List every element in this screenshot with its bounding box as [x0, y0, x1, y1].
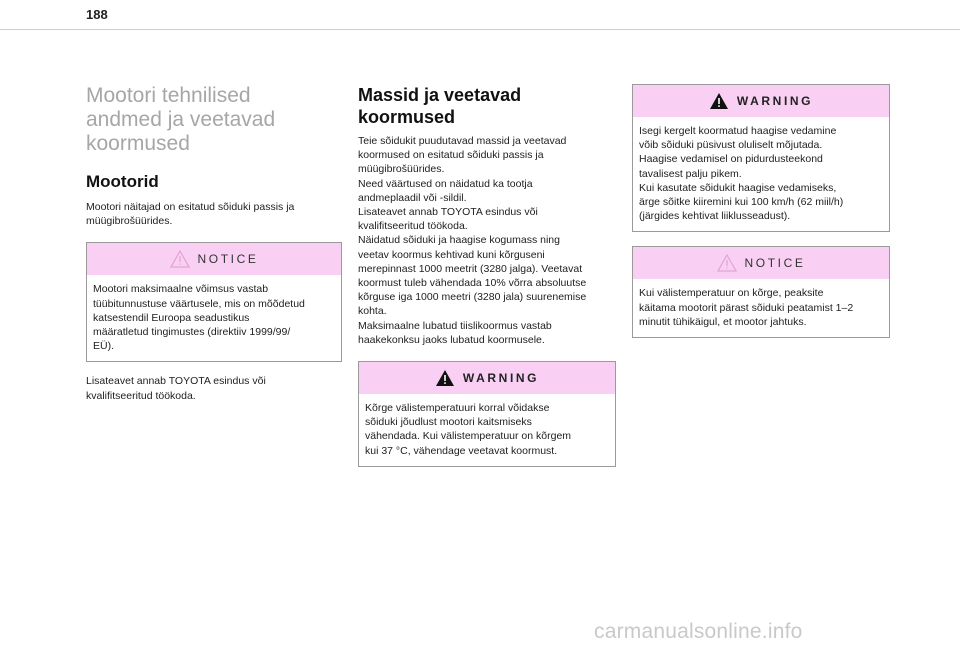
- section-title: Mootori tehnilised andmed ja veetavad koormused: [86, 84, 276, 155]
- warning-box-temperature: [358, 361, 616, 467]
- warning-header: [359, 362, 615, 394]
- notice-text: Kui välistemperatuur on kõrge, peaksite käitama mootorit pärast sõiduki peatamist 1–2 minutit tühikäigul, et mootor jahtuks.: [639, 287, 854, 328]
- masses-heading: Massid ja veetavad koormused: [358, 85, 522, 127]
- notice-triangle-icon: [717, 254, 737, 272]
- warning-triangle-icon: [709, 92, 729, 110]
- masses-body: Teie sõidukit puudutavad massid ja veetavad koormused on esitatud sõiduki passis ja müügibrošüürides. Need väärtused on näidatud ka tootja andmeplaadil või -sildil. Lisateavet annab TOYOTA esindus või kvalifitseeritud töökoda. Näidatud sõiduki ja haagise kogumass ning veetav koormus kehtivad kuni kõrguseni merepinnast 1000 meetrit (3280 jalga). Veetavat koormust tuleb vähendada 10% võrra absoluutse kõrguse iga 1000 meetri (3280 jala) suurenemise kohta. Maksimaalne lubatud tiislikoormus vastab haakekonksu jaoks lubatud koormusele.: [358, 135, 587, 346]
- warning-box-trailer: [632, 84, 890, 232]
- page-number: 188: [86, 7, 108, 22]
- notice-label: NOTICE: [744, 256, 806, 271]
- engines-heading: Mootorid: [86, 172, 159, 191]
- column-middle: [358, 84, 616, 479]
- column-right: [632, 84, 890, 350]
- warning-text: Isegi kergelt koormatud haagise vedamine võib sõiduki püsivust oluliselt mõjutada. Haagise vedamisel on pidurdusteekond tavalisest palju pikem. Kui kasutate sõidukit haagise vedamiseks, ärge sõitke kiiremini kui 100 km/h (62 miil/h) (järgides kehtivat liiklusseadust).: [639, 125, 844, 223]
- warning-label: WARNING: [462, 371, 540, 386]
- engines-outro: Lisateavet annab TOYOTA esindus või kvalifitseeritud töökoda.: [86, 375, 266, 402]
- notice-header: [633, 247, 889, 279]
- warning-label: WARNING: [736, 94, 814, 108]
- engines-intro: Mootori näitajad on esitatud sõiduki passis ja müügibrošüürides.: [86, 201, 295, 228]
- warning-header: [633, 85, 889, 117]
- notice-box-idle: [632, 246, 890, 338]
- notice-triangle-icon: [170, 250, 190, 268]
- notice-label: NOTICE: [197, 252, 259, 267]
- warning-text: Kõrge välistemperatuuri korral võidakse sõiduki jõudlust mootori kaitsmiseks vähendada. Kui välistemperatuur on kõrgem kui 37 °C, vähendage veetavat koormust.: [365, 402, 572, 457]
- header-rule: [0, 29, 960, 30]
- warning-triangle-icon: [435, 369, 455, 387]
- notice-header: [87, 243, 341, 275]
- column-left: [86, 84, 342, 403]
- notice-text: Mootori maksimaalne võimsus vastab tüübitunnustuse väärtusele, mis on mõõdetud katsestendil Euroopa seadustikus määratletud tingimustes (direktiiv 1999/99/ EÜ).: [93, 283, 305, 353]
- notice-box-engine: [86, 242, 342, 362]
- watermark: carmanualsonline.info: [594, 620, 803, 643]
